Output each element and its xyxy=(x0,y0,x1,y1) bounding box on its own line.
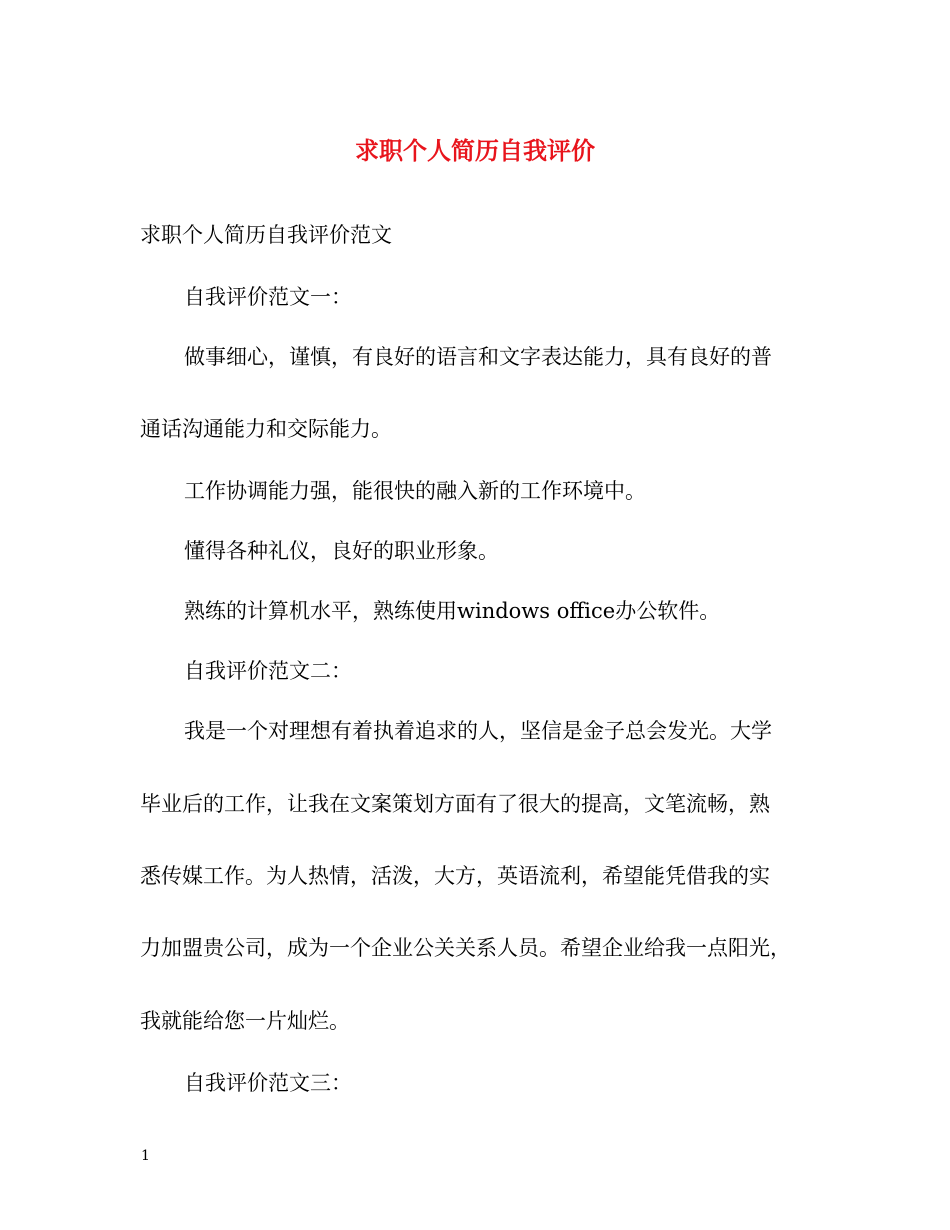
paragraph-line: 我是一个对理想有着执着追求的人，坚信是金子总会发光。大学 xyxy=(184,719,772,743)
section-heading-3: 自我评价范文三： xyxy=(184,1071,352,1095)
section-heading-1: 自我评价范文一： xyxy=(184,285,352,309)
paragraph-line: 做事细心，谨慎，有良好的语言和文字表达能力，具有良好的普 xyxy=(184,345,772,369)
paragraph-line: 力加盟贵公司，成为一个企业公关关系人员。希望企业给我一点阳光， xyxy=(140,936,791,960)
paragraph-line: 熟练的计算机水平，熟练使用windows office办公软件。 xyxy=(184,599,721,623)
page-number: 1 xyxy=(141,1148,150,1164)
section-heading-2: 自我评价范文二： xyxy=(184,659,352,683)
paragraph-line: 工作协调能力强，能很快的融入新的工作环境中。 xyxy=(184,479,646,503)
paragraph-line: 我就能给您一片灿烂。 xyxy=(140,1009,350,1033)
document-subtitle: 求职个人简历自我评价范文 xyxy=(140,223,392,247)
paragraph-line: 通话沟通能力和交际能力。 xyxy=(140,417,392,441)
paragraph-line: 毕业后的工作，让我在文案策划方面有了很大的提高，文笔流畅，熟 xyxy=(140,792,770,816)
paragraph-line: 悉传媒工作。为人热情，活泼，大方，英语流利，希望能凭借我的实 xyxy=(140,864,770,888)
paragraph-line: 懂得各种礼仪，良好的职业形象。 xyxy=(184,539,499,563)
page-title: 求职个人简历自我评价 xyxy=(355,136,595,165)
